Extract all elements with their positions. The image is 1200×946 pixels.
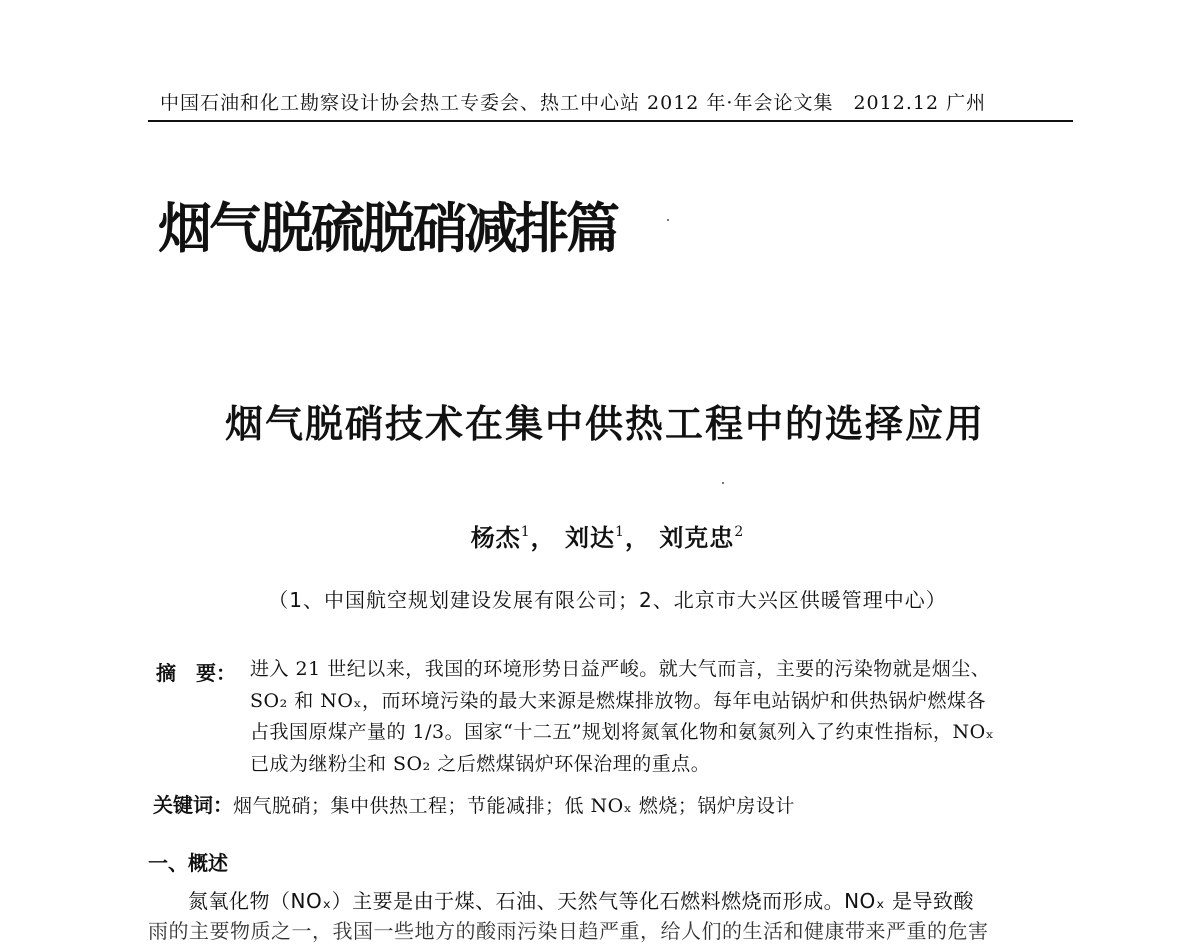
affiliations: （1、中国航空规划建设发展有限公司；2、北京市大兴区供暖管理中心）: [268, 588, 947, 612]
scan-speck: [667, 219, 669, 221]
header-rule: [148, 120, 1073, 122]
abstract-line: 已成为继粉尘和 SO₂ 之后燃煤锅炉环保治理的重点。: [250, 752, 711, 775]
scan-speck: [722, 482, 724, 484]
author-separator: ，: [530, 523, 556, 552]
abstract-line: 进入 21 世纪以来，我国的环境形势日益严峻。就大气而言，主要的污染物就是烟尘、: [250, 658, 991, 680]
keywords-text: 烟气脱硝；集中供热工程；节能减排；低 NOₓ 燃烧；锅炉房设计: [233, 795, 795, 817]
author-affiliation-mark: 1: [520, 524, 531, 540]
section-banner: 烟气脱硫脱硝减排篇: [158, 197, 617, 260]
keywords-label: 关键词：: [153, 793, 233, 817]
paper-title: 烟气脱硝技术在集中供热工程中的选择应用: [224, 402, 985, 446]
author-name: 杨杰: [470, 523, 521, 552]
keywords: [153, 789, 795, 818]
author-separator: ，: [624, 523, 650, 552]
body-line: 雨的主要物质之一，我国一些地方的酸雨污染日趋严重，给人们的生活和健康带来严重的危害: [148, 919, 989, 943]
abstract-line: SO₂ 和 NOₓ，而环境污染的最大来源是燃煤排放物。每年电站锅炉和供热锅炉燃煤各: [250, 689, 987, 712]
author-affiliation-mark: 2: [734, 524, 745, 540]
abstract-line: 占我国原煤产量的 1/3。国家“十二五”规划将氮氧化物和氨氮列入了约束性指标，NOₓ: [250, 721, 995, 743]
running-header: 中国石油和化工勘察设计协会热工专委会、热工中心站 2012 年·年会论文集 2012.12 广州: [160, 92, 987, 114]
section-heading: 一、概述: [148, 851, 228, 875]
body-line: 氮氧化物（NOₓ）主要是由于煤、石油、天然气等化石燃料燃烧而形成。NOₓ 是导致酸: [188, 889, 975, 913]
abstract-text: [250, 654, 1060, 780]
author-name: 刘克忠: [659, 523, 735, 552]
author-list: [0, 518, 1200, 553]
abstract-label: 摘 要：: [156, 661, 236, 685]
body-paragraph: [148, 886, 1060, 946]
author-affiliation-mark: 1: [615, 524, 625, 540]
author-name: 刘达: [565, 523, 616, 552]
